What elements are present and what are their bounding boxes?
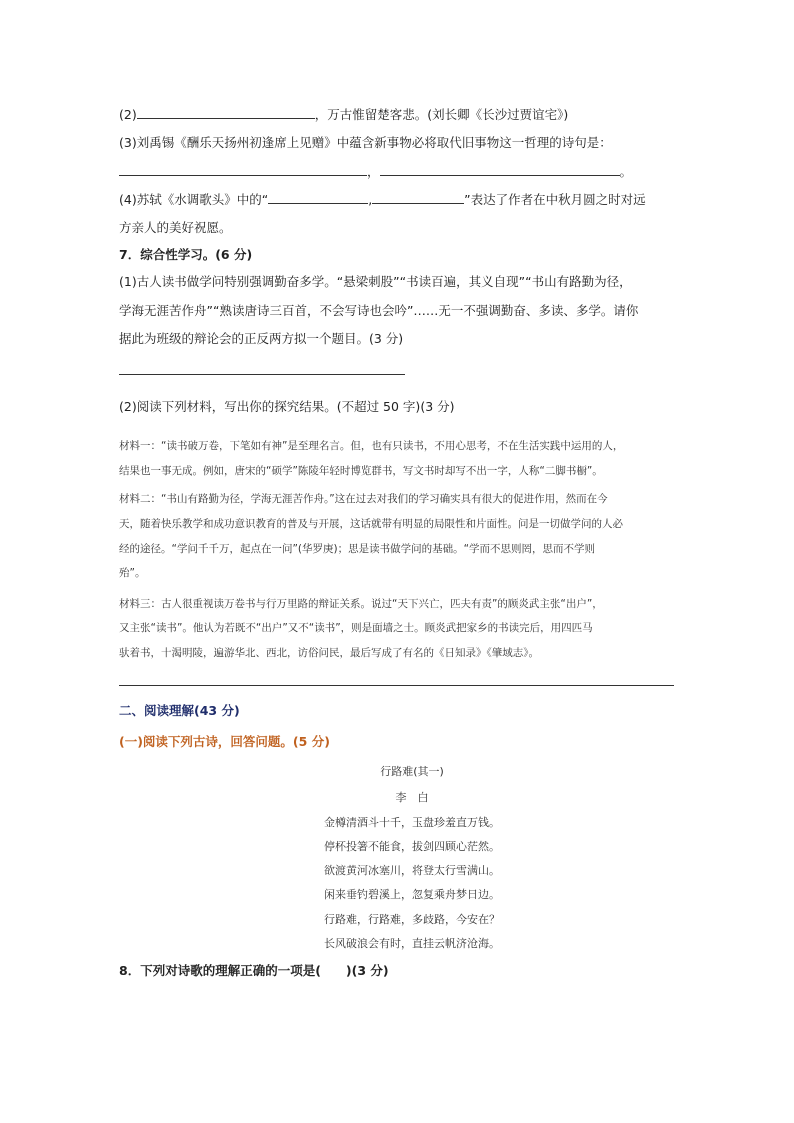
q6-item-4-text-a: (4)苏轼《水调歌头》中的“	[119, 192, 269, 207]
answer-blank[interactable]	[380, 163, 620, 176]
answer-blank[interactable]	[119, 362, 405, 375]
answer-blank[interactable]	[137, 106, 315, 119]
answer-blank[interactable]	[372, 191, 464, 204]
material-2-line: 材料二：“书山有路勤为径，学海无涯苦作舟。”这在过去对我们的学习确实具有很大的促进作用，然而在今	[119, 493, 608, 505]
q6-item-3-answer-line	[119, 163, 632, 181]
q6-item-3: (3)刘禹锡《酬乐天扬州初逢席上见赠》中蕴含新事物必将取代旧事物这一哲理的诗句是：	[119, 135, 612, 150]
poem-line: 停杯投箸不能食，拔剑四顾心茫然。	[324, 840, 500, 853]
q7-part1-answer-line	[119, 362, 405, 380]
material-3-line: 又主张“读书”。他认为若既不“出户”又不“读书”，则是面墙之士。顾炎武把家乡的书读完后，用四匹马	[119, 622, 593, 634]
material-2-line: 天，随着快乐教学和成功意识教育的普及与开展，这话就带有明显的局限性和片面性。问是一切做学问的人必	[119, 518, 623, 530]
material-2-line: 殆”。	[119, 567, 146, 579]
poem-line: 金樽清酒斗十千，玉盘珍羞直万钱。	[324, 816, 500, 829]
answer-blank[interactable]	[268, 191, 368, 204]
material-1-line: 材料一：“读书破万卷，下笔如有神”是至理名言。但，也有只读书，不用心思考，不在生活实践中运用的人，	[119, 440, 624, 452]
q6-item-4-separator: ,	[368, 192, 373, 207]
material-3-line: 材料三：古人很重视读万卷书与行万里路的辩证关系。说过“天下兴亡，匹夫有责”的顾炎武主张“出户”，	[119, 598, 603, 610]
q6-item-3-end: 。	[619, 164, 633, 179]
section-title: 二、阅读理解(43 分)	[119, 703, 240, 718]
material-3-line: 驮着书，十渴明陵，遍游华北、西北，访俗问民，最后写成了有名的《日知录》《肇域志》。	[119, 647, 539, 659]
q6-item-4-continued: 方亲人的美好祝愿。	[119, 220, 232, 235]
q7-part1-line: 据此为班级的辩论会的正反两方拟一个题目。(3 分)	[119, 331, 404, 346]
poem-line: 欲渡黄河冰塞川，将登太行雪满山。	[324, 864, 500, 877]
q7-title: 7．综合性学习。(6 分)	[119, 247, 253, 262]
q8-title: 8．下列对诗歌的理解正确的一项是( )(3 分)	[119, 963, 389, 978]
q6-item-2	[119, 106, 568, 124]
q6-item-4	[119, 191, 646, 209]
q7-part2: (2)阅读下列材料，写出你的探究结果。(不超过 50 字)(3 分)	[119, 399, 455, 414]
material-2-line: 经的途径。“学问千千万，起点在一问”(华罗庚)；思是读书做学问的基础。“学而不思则罔，思而不学则	[119, 543, 596, 555]
answer-blank[interactable]	[119, 163, 367, 176]
q6-item-4-text-b: ”表达了作者在中秋月圆之时对远	[464, 192, 646, 207]
poem-author: 李 白	[395, 791, 429, 804]
section-divider	[119, 685, 674, 686]
q6-item-2-text: ，万古惟留楚客悲。(刘长卿《长沙过贾谊宅》)	[314, 107, 569, 122]
poem-line: 长风破浪会有时，直挂云帆济沧海。	[324, 937, 500, 950]
material-1-line: 结果也一事无成。例如，唐宋的“硕学”陈陵年轻时博览群书，写文书时却写不出一字，人称“二脚书橱”。	[119, 465, 603, 477]
subsection-title: (一)阅读下列古诗，回答问题。(5 分)	[119, 734, 330, 749]
q6-item-3-separator: ，	[367, 164, 380, 179]
poem-line: 闲来垂钓碧溪上，忽复乘舟梦日边。	[324, 888, 500, 901]
q7-part1-line: (1)古人读书做学问特别强调勤奋多学。“悬梁刺股”“书读百遍，其义自现”“书山有路勤为径，	[119, 274, 632, 289]
q7-part1-line: 学海无涯苦作舟”“熟读唐诗三百首，不会写诗也会吟”……无一不强调勤奋、多读、多学。请你	[119, 303, 639, 318]
poem-title: 行路难(其一)	[380, 765, 444, 778]
poem-line: 行路难，行路难，多歧路，今安在？	[324, 913, 500, 926]
q6-item-2-number: (2)	[119, 107, 137, 122]
